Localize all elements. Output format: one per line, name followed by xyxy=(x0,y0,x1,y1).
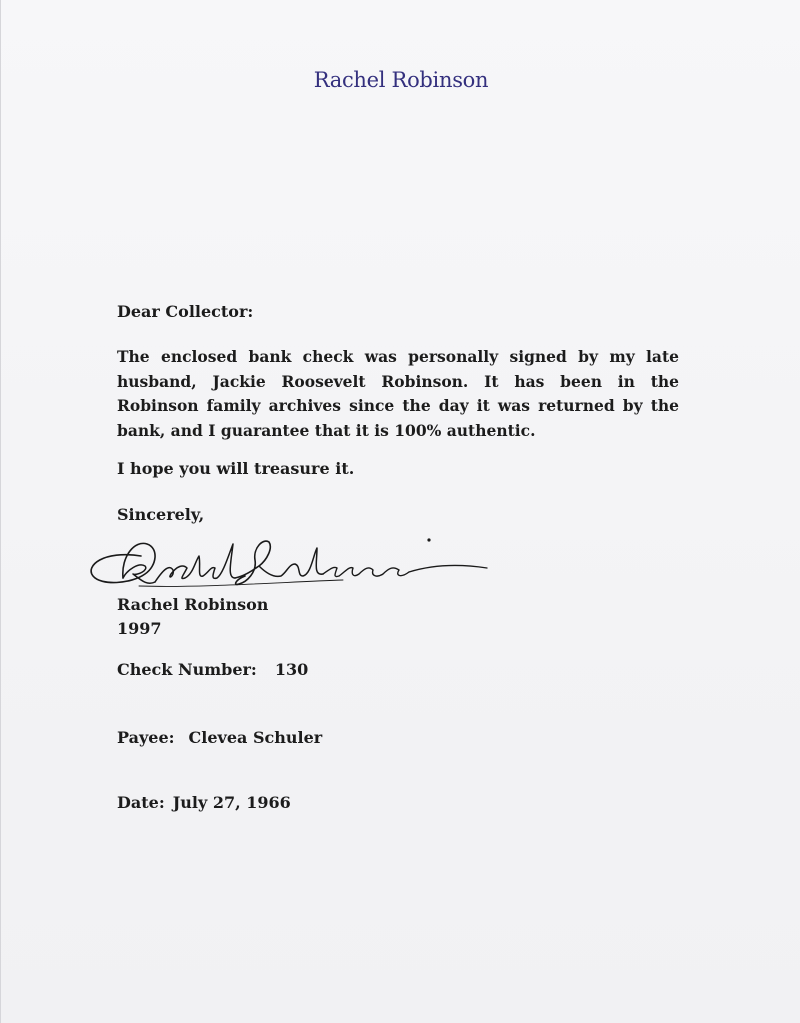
payee-label: Payee: xyxy=(117,728,175,747)
payee-row xyxy=(117,726,322,750)
check-number-row xyxy=(117,658,308,682)
handwritten-signature xyxy=(83,526,495,596)
salutation: Dear Collector: xyxy=(117,302,254,321)
date-label: Date: xyxy=(117,793,165,812)
date-row xyxy=(117,791,291,815)
date-value: July 27, 1966 xyxy=(172,793,291,812)
letterhead-name: Rachel Robinson xyxy=(313,68,489,92)
signer-year: 1997 xyxy=(117,619,162,638)
letter-body-paragraph: The enclosed bank check was personally signed by my late husband, Jackie Roosevelt Robinson. It has been in the Robinson family archives since the day it was returned by the bank, and I guarantee that it is 100% authentic. xyxy=(117,347,679,440)
sign-off: Sincerely, xyxy=(117,505,205,524)
payee-value: Clevea Schuler xyxy=(188,728,323,747)
check-number-label: Check Number: xyxy=(117,660,257,679)
signer-name: Rachel Robinson xyxy=(117,595,269,614)
closing-line: I hope you will treasure it. xyxy=(117,459,355,478)
check-number-value: 130 xyxy=(274,660,309,679)
